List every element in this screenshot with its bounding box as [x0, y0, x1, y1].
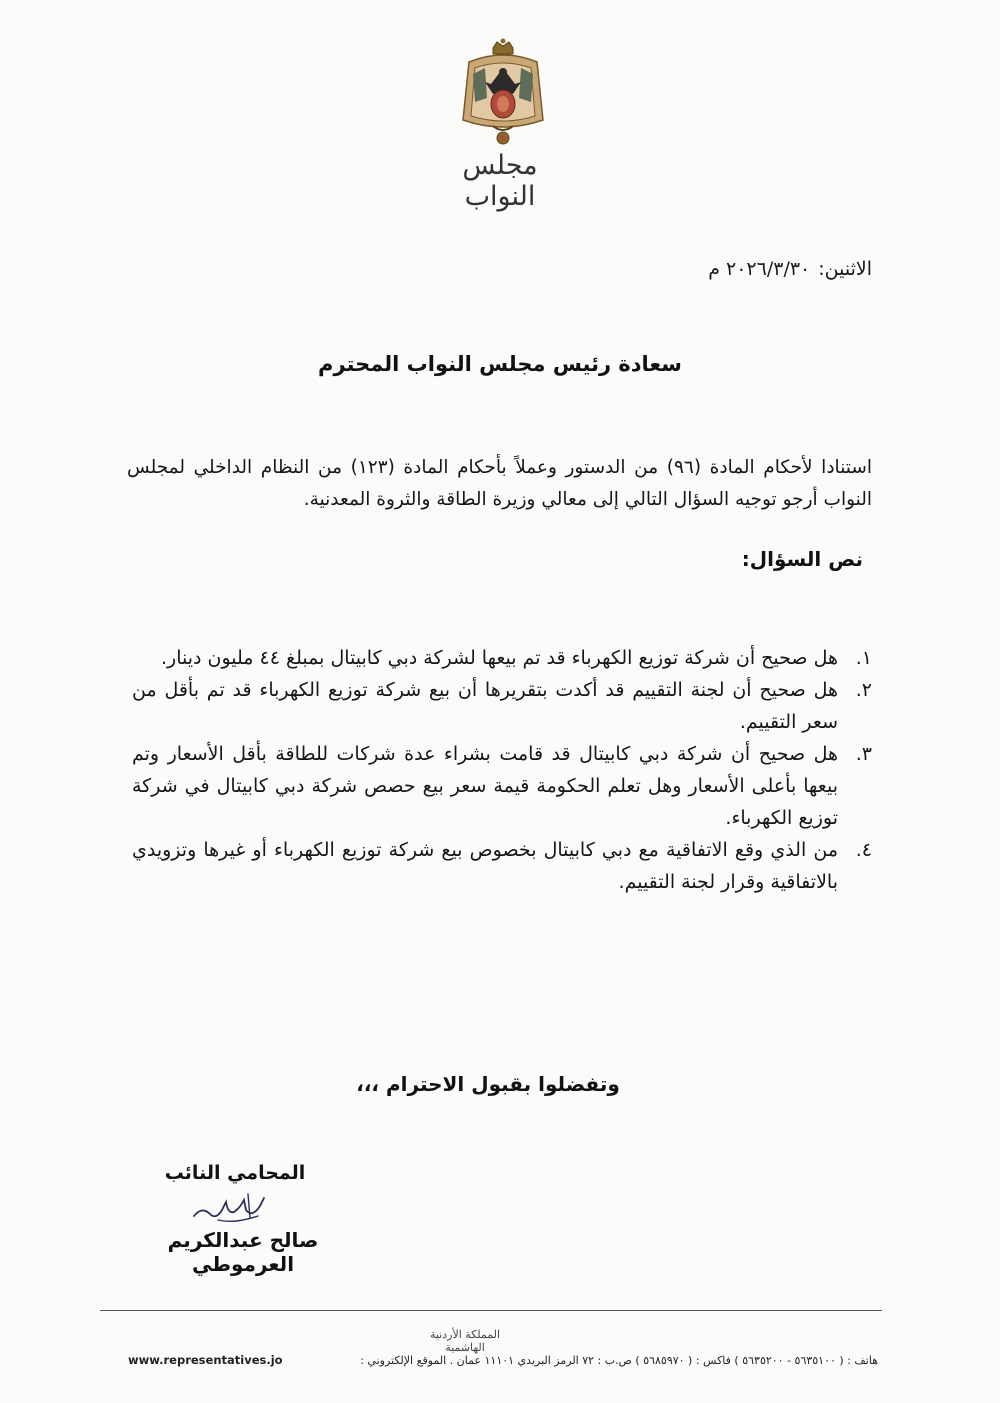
question-number: ١. — [855, 647, 872, 669]
question-item — [132, 674, 872, 738]
question-heading: نص السؤال: — [741, 547, 863, 571]
house-of-representatives-logo: مجلس النواب — [462, 150, 538, 212]
closing-line — [0, 1072, 1000, 1096]
question-text: من الذي وقع الاتفاقية مع دبي كابيتال بخصوص بيع شركة توزيع الكهرباء أو غيرها وتزويدي بالاتفاقية وقرار لجنة التقييم. — [132, 839, 838, 893]
date-label: الاثنين: — [818, 258, 872, 280]
question-text: هل صحيح أن شركة توزيع الكهرباء قد تم بيعها لشركة دبي كابيتال بمبلغ ٤٤ مليون دينار. — [160, 647, 838, 669]
date-value: ٢٠٢٦/٣/٣٠ م — [708, 258, 811, 280]
signer-title: المحامي النائب — [164, 1162, 306, 1184]
question-text: هل صحيح أن لجنة التقييم قد أكدت بتقريرها أن بيع شركة توزيع الكهرباء قد تم بأقل من سعر التقييم. — [132, 679, 838, 733]
question-number: ٢. — [855, 679, 872, 701]
footer-contact: هاتف : ( ٥٦٣٥١٠٠ - ٥٦٣٥٢٠٠ ) فاكس : ( ٥٦٨٥٩٧٠ ) ص.ب : ٧٢ الرمز البريدي ١١١٠١ عمان . الموقع الإلكتروني : — [360, 1354, 878, 1367]
closing-text: وتفضلوا بقبول الاحترام ،،، — [356, 1072, 620, 1096]
question-number: ٤. — [855, 839, 872, 861]
handwritten-signature — [188, 1188, 278, 1228]
coat-of-arms-icon — [455, 38, 551, 150]
question-text: هل صحيح أن شركة دبي كابيتال قد قامت بشراء عدة شركات للطاقة بأقل الأسعار وتم بيعها بأعلى الأسعار وهل تعلم الحكومة قيمة سعر بيع حصص شركة دبي كابيتال في شركة توزيع الكهرباء. — [132, 743, 838, 829]
question-item — [132, 642, 872, 674]
question-item — [132, 834, 872, 898]
questions-list — [132, 642, 872, 898]
question-number: ٣. — [855, 743, 872, 765]
date-line — [708, 258, 872, 280]
addressee: سعادة رئيس مجلس النواب المحترم — [318, 352, 682, 376]
signer-name: صالح عبدالكريم العرموطي — [167, 1228, 319, 1276]
footer-divider — [100, 1310, 882, 1311]
kingdom-logotype: المملكة الأردنية الهاشمية — [429, 1328, 501, 1354]
question-item — [132, 738, 872, 834]
footer-website: www.representatives.jo — [128, 1353, 283, 1367]
intro-paragraph: استنادا لأحكام المادة (٩٦) من الدستور وعملاً بأحكام المادة (١٢٣) من النظام الداخلي لمجلس النواب أرجو توجيه السؤال التالي إلى معالي وزيرة الطاقة والثروة المعدنية. — [127, 457, 872, 510]
